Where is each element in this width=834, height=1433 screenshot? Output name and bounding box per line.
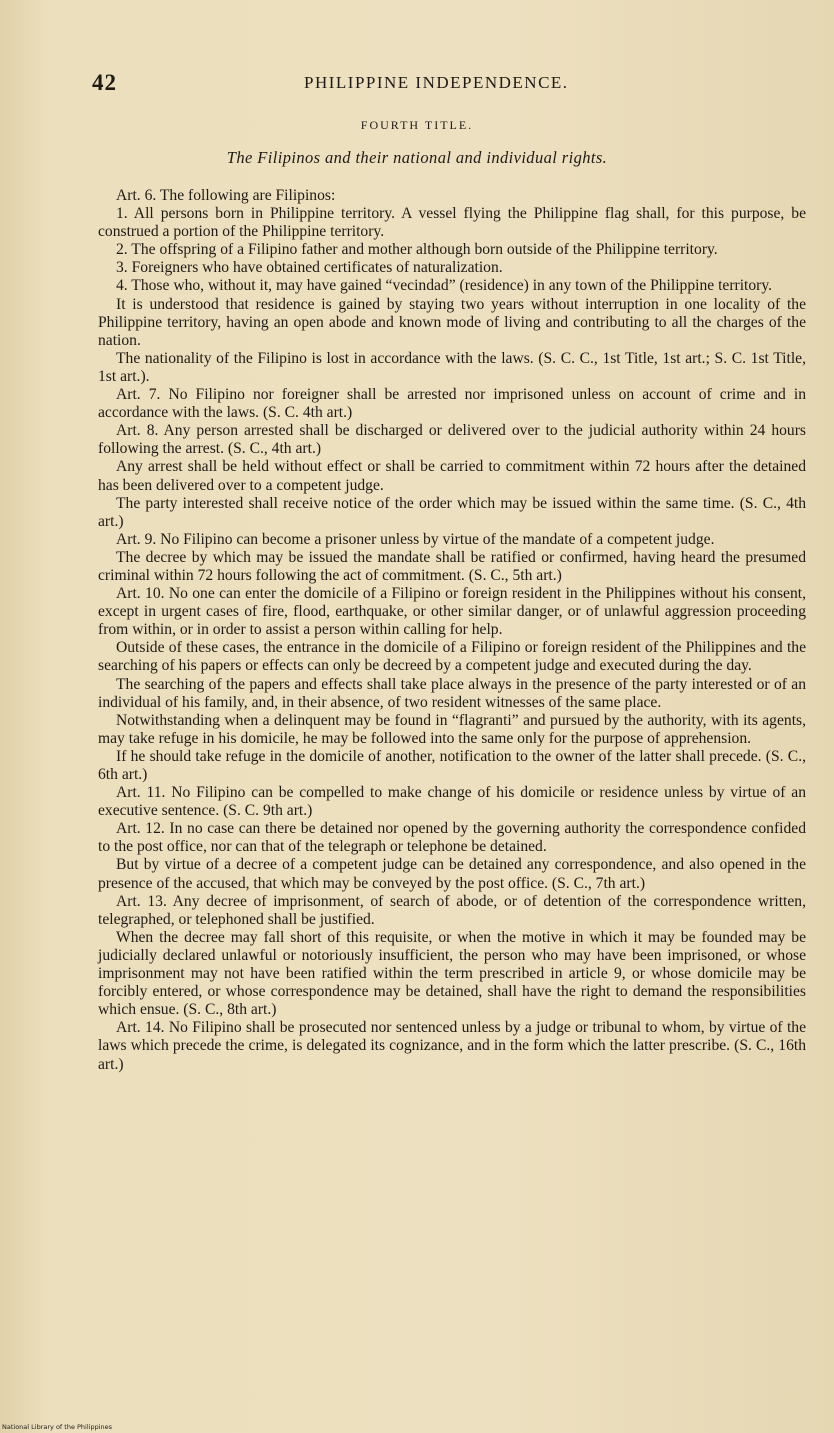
paragraph: Art. 13. Any decree of imprisonment, of search of abode, or of detention of the correspondence written, telegraphed, or telephoned shall be justified. — [98, 892, 806, 928]
paragraph: Art. 14. No Filipino shall be prosecuted nor sentenced unless by a judge or tribunal to whom, by virtue of the laws which precede the crime, is delegated its cognizance, and in the form which the latter prescribe. (S. C., 16th art.) — [98, 1019, 806, 1073]
paragraph: Notwithstanding when a delinquent may be found in “flagranti” and pursued by the authority, with its agents, may take refuge in his domicile, he may be followed into the same only for the purpose of apprehension. — [98, 711, 806, 747]
paragraph: Art. 10. No one can enter the domicile of a Filipino or foreign resident in the Philippines without his consent, except in urgent cases of fire, flood, earthquake, or other similar danger, or of unlawful aggression proceeding from within, or in order to assist a person within calling for help. — [98, 585, 806, 639]
page-number: 42 — [92, 70, 117, 95]
paragraph: The searching of the papers and effects shall take place always in the presence of the party interested or of an individual of his family, and, in their absence, of two resident witnesses of the same place. — [98, 675, 806, 711]
body-text — [98, 187, 806, 1074]
paragraph: The decree by which may be issued the mandate shall be ratified or confirmed, having heard the presumed criminal within 72 hours following the act of commitment. (S. C., 5th art.) — [98, 548, 806, 584]
paragraph: Art. 9. No Filipino can become a prisoner unless by virtue of the mandate of a competent judge. — [116, 530, 715, 548]
paragraph: 3. Foreigners who have obtained certificates of naturalization. — [116, 259, 503, 277]
paragraph: Art. 6. The following are Filipinos: — [116, 187, 336, 204]
running-head: PHILIPPINE INDEPENDENCE. — [304, 73, 569, 92]
paragraph: 2. The offspring of a Filipino father and mother although born outside of the Philippine territory. — [116, 241, 718, 259]
section-title: The Filipinos and their national and individual rights. — [226, 148, 608, 167]
source-note: National Library of the Philippines — [2, 1423, 113, 1431]
paragraph: Art. 8. Any person arrested shall be discharged or delivered over to the judicial authority within 24 hours following the arrest. (S. C., 4th art.) — [98, 422, 806, 458]
paragraph: 4. Those who, without it, may have gained “vecindad” (residence) in any town of the Philippine territory. — [116, 277, 773, 295]
paragraph: Art. 12. In no case can there be detained nor opened by the governing authority the correspondence confided to the post office, nor can that of the telegraph or telephone be detained. — [98, 820, 806, 856]
section-label: FOURTH TITLE. — [360, 118, 474, 132]
paragraph: Art. 11. No Filipino can be compelled to make change of his domicile or residence unless by virtue of an executive sentence. (S. C. 9th art.) — [98, 784, 806, 820]
paragraph: 1. All persons born in Philippine territory. A vessel flying the Philippine flag shall, for this purpose, be construed a portion of the Philippine territory. — [98, 205, 806, 241]
paragraph: It is understood that residence is gained by staying two years without interruption in one locality of the Philippine territory, having an open abode and known mode of living and contributing to all the charges of the nation. — [98, 295, 806, 349]
paragraph: But by virtue of a decree of a competent judge can be detained any correspondence, and also opened in the presence of the accused, that which may be conveyed by the post office. (S. C., 7th art.) — [98, 856, 806, 892]
page-header — [92, 70, 728, 100]
paragraph: The party interested shall receive notice of the order which may be issued within the same time. (S. C., 4th art.) — [98, 494, 806, 530]
paragraph: If he should take refuge in the domicile of another, notification to the owner of the latter shall precede. (S. C., 6th art.) — [98, 747, 806, 783]
paragraph: The nationality of the Filipino is lost in accordance with the laws. (S. C. C., 1st Title, 1st art.; S. C. 1st Title, 1st art.). — [98, 349, 806, 385]
paragraph: Outside of these cases, the entrance in the domicile of a Filipino or foreign resident of the Philippines and the searching of his papers or effects can only be decreed by a competent judge and executed during the day. — [98, 639, 806, 675]
paragraph: Art. 7. No Filipino nor foreigner shall be arrested nor imprisoned unless on account of crime and in accordance with the laws. (S. C. 4th art.) — [98, 386, 806, 422]
paragraph: Any arrest shall be held without effect or shall be carried to commitment within 72 hours after the detained has been delivered over to a competent judge. — [98, 458, 806, 494]
paragraph: When the decree may fall short of this requisite, or when the motive in which it may be founded may be judicially declared unlawful or notoriously insufficient, the person who may have been imprisoned, or whose imprisonment may not have been ratified within the term prescribed in article 9, or whose domicile may be forcibly entered, or whose correspondence may be detained, shall have the right to demand the responsibilities which ensue. (S. C., 8th art.) — [98, 928, 806, 1019]
